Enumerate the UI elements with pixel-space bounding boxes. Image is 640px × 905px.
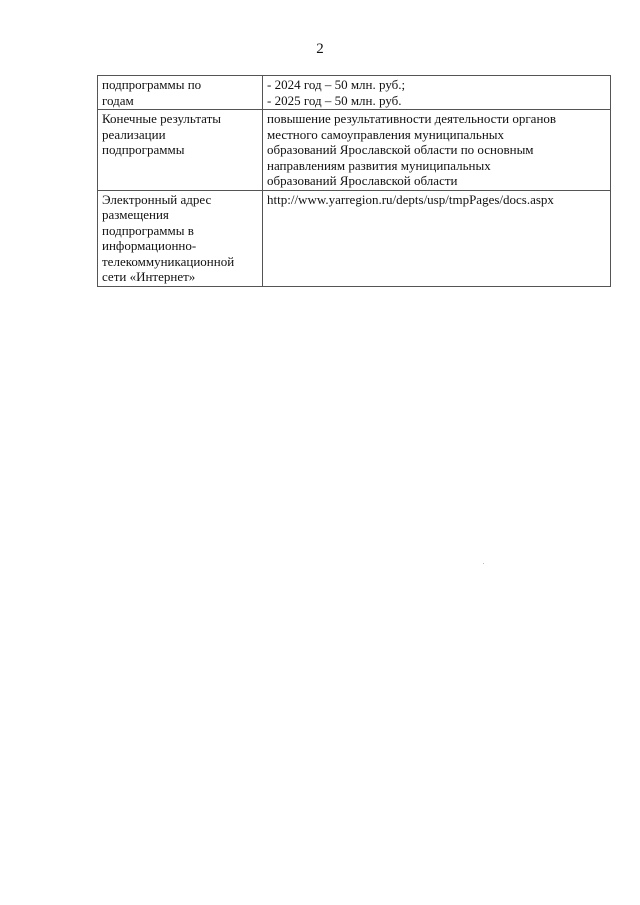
row-value-cell xyxy=(263,76,611,110)
row-label-cell xyxy=(98,110,263,191)
row-label-line: Электронный адрес xyxy=(102,191,212,207)
row-value-cell xyxy=(263,110,611,191)
result-text-line: направлениям развития муниципальных xyxy=(267,157,491,173)
row-label-line: подпрограммы в xyxy=(102,222,194,238)
funding-2024-line: - 2024 год – 50 млн. руб.; xyxy=(267,77,406,92)
row-value-cell xyxy=(263,190,611,286)
row-label-line: подпрограммы xyxy=(102,142,185,157)
row-label-cell xyxy=(98,76,263,110)
page-number: 2 xyxy=(316,41,324,57)
table-row-web-address xyxy=(98,190,611,286)
row-label-cell xyxy=(98,190,263,286)
result-text-line: местного самоуправления муниципальных xyxy=(267,126,505,142)
row-label-line: Конечные результаты xyxy=(102,111,222,126)
web-address-link[interactable]: http://www.yarregion.ru/depts/usp/tmpPages/docs.aspx xyxy=(267,191,554,207)
funding-2025-line: - 2025 год – 50 млн. руб. xyxy=(267,92,402,108)
row-label-line: годам xyxy=(102,92,134,108)
scan-speck xyxy=(483,563,484,564)
row-label-line: телекоммуникационной xyxy=(102,253,235,269)
result-text-line: образований Ярославской области по основным xyxy=(267,142,534,157)
row-label-line: информационно- xyxy=(102,238,197,253)
table-row-final-results xyxy=(98,110,611,191)
row-label-line: сети «Интернет» xyxy=(102,269,196,284)
table-row-funding-by-year xyxy=(98,76,611,110)
result-text-line: образований Ярославской области xyxy=(267,173,458,188)
row-label-line: размещения xyxy=(102,207,169,222)
row-label-line: подпрограммы по xyxy=(102,77,202,92)
subprogram-passport-table xyxy=(97,75,611,287)
result-text-line: повышение результативности деятельности органов xyxy=(267,111,557,126)
row-label-line: реализации xyxy=(102,126,166,142)
